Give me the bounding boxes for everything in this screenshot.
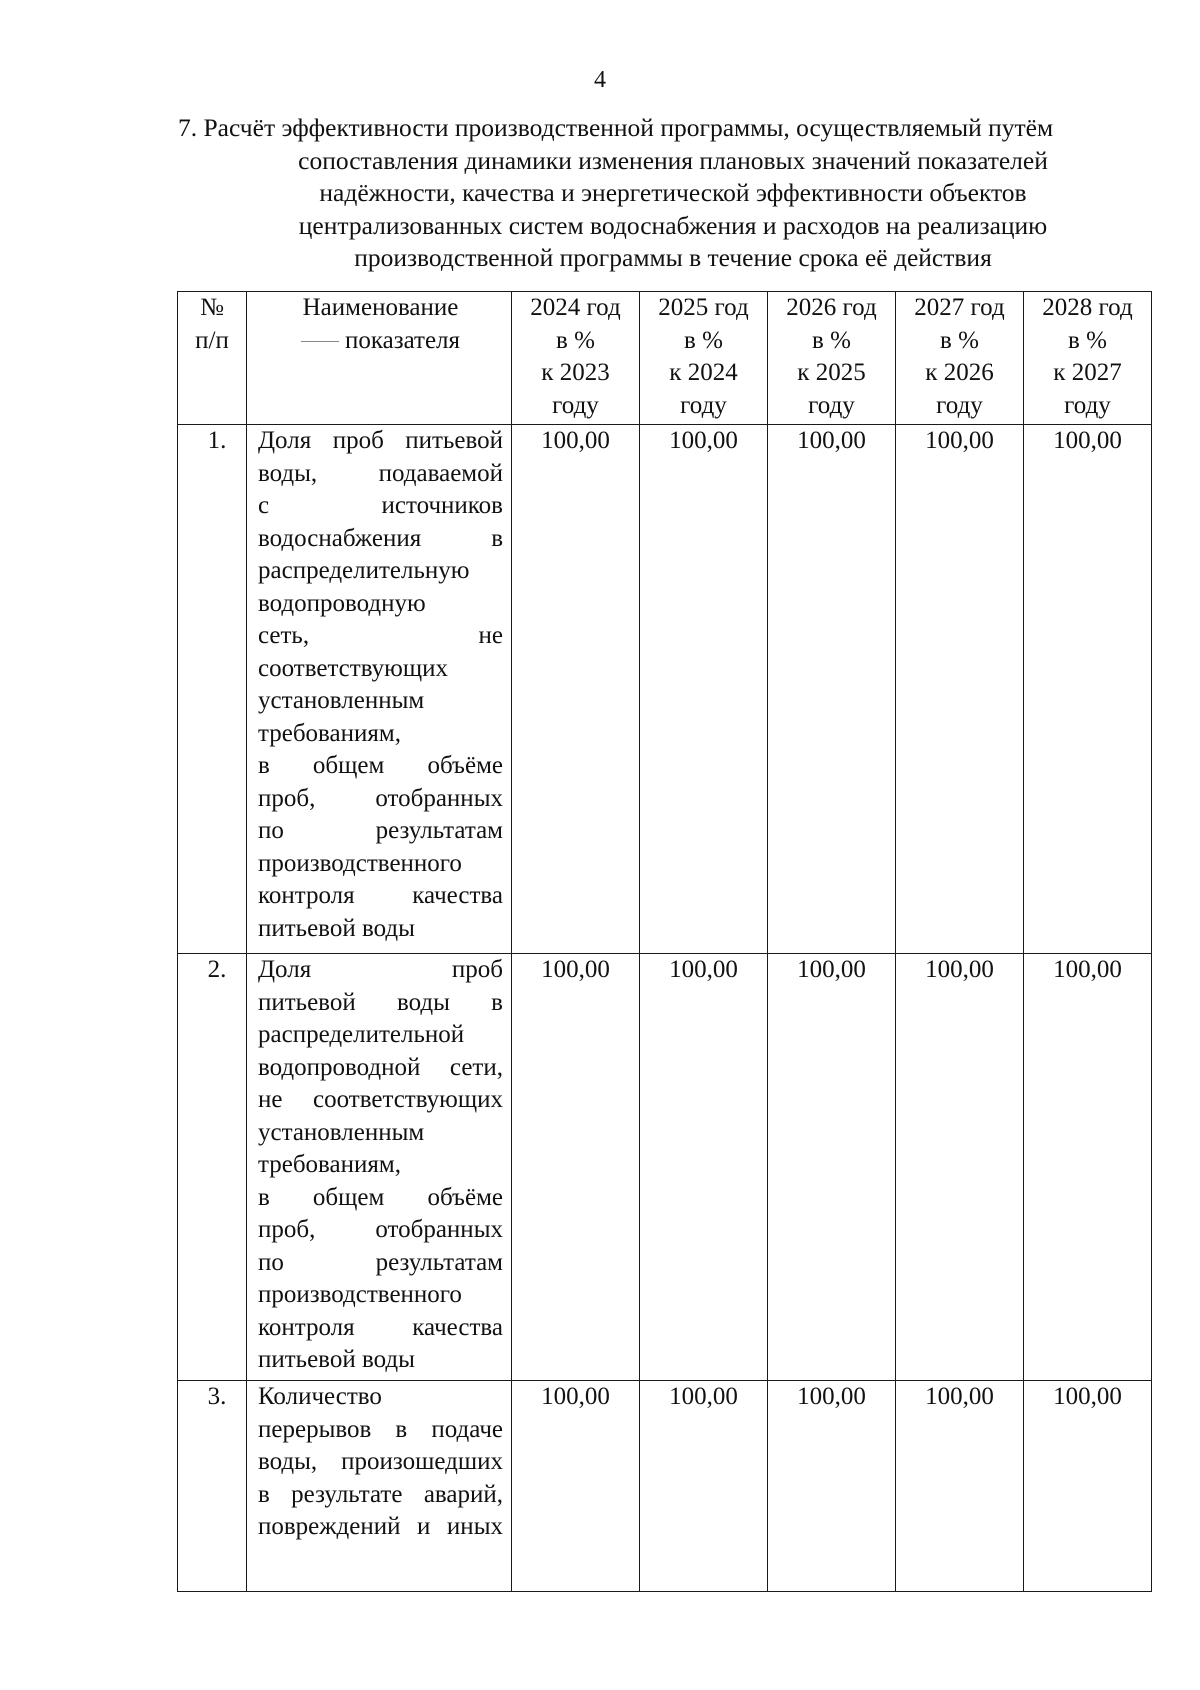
header-year-line: 2026 год [786, 294, 877, 321]
value-cell [512, 954, 640, 1381]
value: 100,00 [1053, 1383, 1122, 1410]
row-name-line: требованиям, [258, 719, 401, 747]
header-year-line: к 2023 [541, 359, 610, 386]
row-name-line: не соответствующих [258, 1086, 503, 1113]
value: 100,00 [669, 427, 738, 454]
header-year-line: к 2027 [1053, 359, 1122, 386]
value: 100,00 [541, 427, 610, 454]
row-name-line: питьевой воды [258, 1346, 415, 1373]
header-year-cell [896, 292, 1024, 425]
section-title [178, 112, 1168, 275]
row-name-line: питьевой воды в [258, 988, 503, 1016]
header-name-line: Наименование [302, 294, 459, 321]
header-year-cell [1024, 292, 1152, 425]
header-year-line: в % [812, 326, 851, 354]
value-cell [1024, 1381, 1152, 1592]
section-title-line: сопоставления динамики изменения плановых значений показателей [298, 145, 1048, 175]
row-name-line: водоснабжения в [258, 524, 503, 552]
value-cell [896, 954, 1024, 1381]
section-title-line: централизованных систем водоснабжения и расходов на реализацию [298, 210, 1048, 240]
row-name-line: сеть, не [258, 622, 503, 649]
row-name-cell [247, 1381, 512, 1592]
row-name-line: питьевой воды [258, 914, 415, 942]
header-year-line: к 2024 [669, 359, 738, 386]
row-num-cell [178, 1381, 247, 1592]
header-year-cell [640, 292, 768, 425]
value-cell [768, 1381, 896, 1592]
row-name-line: воды, произошедших [258, 1448, 503, 1475]
table-header-row [178, 292, 1152, 425]
header-year-line: году [1064, 391, 1111, 419]
row-num: 3. [207, 1383, 227, 1410]
header-year-line: к 2026 [925, 359, 994, 386]
header-year-line: году [936, 391, 983, 419]
row-name-line: установленным [258, 1118, 425, 1146]
row-name-line: водопроводной сети, [258, 1053, 503, 1081]
header-year-cell [512, 292, 640, 425]
header-year-line: 2028 год [1042, 294, 1133, 321]
section-title-line: надёжности, качества и энергетической эффективности объектов [319, 178, 1027, 207]
value: 100,00 [925, 956, 994, 983]
page-number: 4 [594, 67, 606, 93]
row-name-line: по результатам [258, 1248, 503, 1276]
value: 100,00 [669, 956, 738, 983]
section-title-line: производственной программы в течение срока её действия [354, 243, 992, 272]
value: 100,00 [1053, 956, 1122, 983]
header-year-line: в % [684, 326, 723, 354]
row-name-line: Количество [258, 1383, 382, 1410]
value-cell [1024, 954, 1152, 1381]
header-year-line: к 2025 [797, 359, 866, 386]
header-name-cell [247, 292, 512, 425]
header-year-line: году [808, 391, 855, 419]
row-name-cell [247, 954, 512, 1381]
row-name-line: проб, отобранных [258, 784, 503, 812]
value: 100,00 [797, 956, 866, 983]
value-cell [512, 425, 640, 954]
value: 100,00 [797, 427, 866, 454]
row-name-line: распределительной [258, 1021, 465, 1048]
table-row [178, 425, 1152, 954]
value-cell [896, 425, 1024, 954]
header-num-line: п/п [195, 326, 229, 354]
value-cell [640, 1381, 768, 1592]
value: 100,00 [1053, 427, 1122, 454]
value-cell [512, 1381, 640, 1592]
header-year-line: 2024 год [530, 294, 621, 321]
row-name-line: Доля проб питьевой [258, 427, 503, 454]
header-year-line: 2025 год [658, 294, 749, 321]
row-name-line: производственного [258, 849, 462, 877]
row-name-line: требованиям, [258, 1151, 401, 1178]
header-year-line: году [680, 391, 727, 419]
row-name-line: установленным [258, 687, 425, 714]
row-name-line: контроля качества [258, 1313, 503, 1341]
table-row [178, 954, 1152, 1381]
header-year-line: в % [940, 326, 979, 354]
table-row [178, 1381, 1152, 1592]
row-name-line: в общем объёме [258, 1183, 503, 1211]
value: 100,00 [925, 1383, 994, 1410]
value: 100,00 [541, 1383, 610, 1410]
header-year-line: 2027 год [914, 294, 1005, 321]
row-name-line: повреждений и иных [258, 1513, 503, 1540]
row-name-line: в результате аварий, [258, 1480, 503, 1508]
value: 100,00 [797, 1383, 866, 1410]
row-name-line: производственного [258, 1281, 462, 1308]
header-year-cell [768, 292, 896, 425]
row-name-line: водопроводную [258, 589, 426, 617]
value-cell [768, 954, 896, 1381]
header-year-line: году [552, 391, 599, 419]
header-year-line: в % [1068, 326, 1107, 354]
value: 100,00 [669, 1383, 738, 1410]
row-name-line: распределительную [258, 557, 470, 584]
row-name-cell [247, 425, 512, 954]
header-year-line: в % [556, 326, 595, 354]
row-num-cell [178, 425, 247, 954]
row-name-line: контроля качества [258, 882, 503, 909]
row-name-line: перерывов в подаче [258, 1415, 503, 1443]
row-name-line: проб, отобранных [258, 1216, 503, 1243]
row-name-line: соответствующих [258, 654, 448, 682]
row-num: 2. [207, 956, 227, 983]
row-name-line: с источников [258, 492, 503, 519]
row-name-line: в общем объёме [258, 752, 503, 779]
value-cell [896, 1381, 1024, 1592]
row-name-line: воды, подаваемой [258, 459, 503, 487]
value: 100,00 [925, 427, 994, 454]
value: 100,00 [541, 956, 610, 983]
value-cell [1024, 425, 1152, 954]
header-name-text: показателя [344, 326, 461, 354]
header-name-line-2 [258, 325, 503, 358]
header-num-line: № [200, 294, 224, 321]
value-cell [640, 954, 768, 1381]
value-cell [640, 425, 768, 954]
section-title-line: 7. Расчёт эффективности производственной программы, осуществляемый путём [178, 113, 1054, 142]
value-cell [768, 425, 896, 954]
row-name-line: по результатам [258, 817, 503, 844]
indicators-table [177, 291, 1152, 1592]
row-num: 1. [207, 427, 227, 454]
row-name-line: Доля проб [258, 956, 503, 983]
header-num-cell [178, 292, 247, 425]
row-num-cell [178, 954, 247, 1381]
scan-dash-mark [301, 341, 339, 342]
